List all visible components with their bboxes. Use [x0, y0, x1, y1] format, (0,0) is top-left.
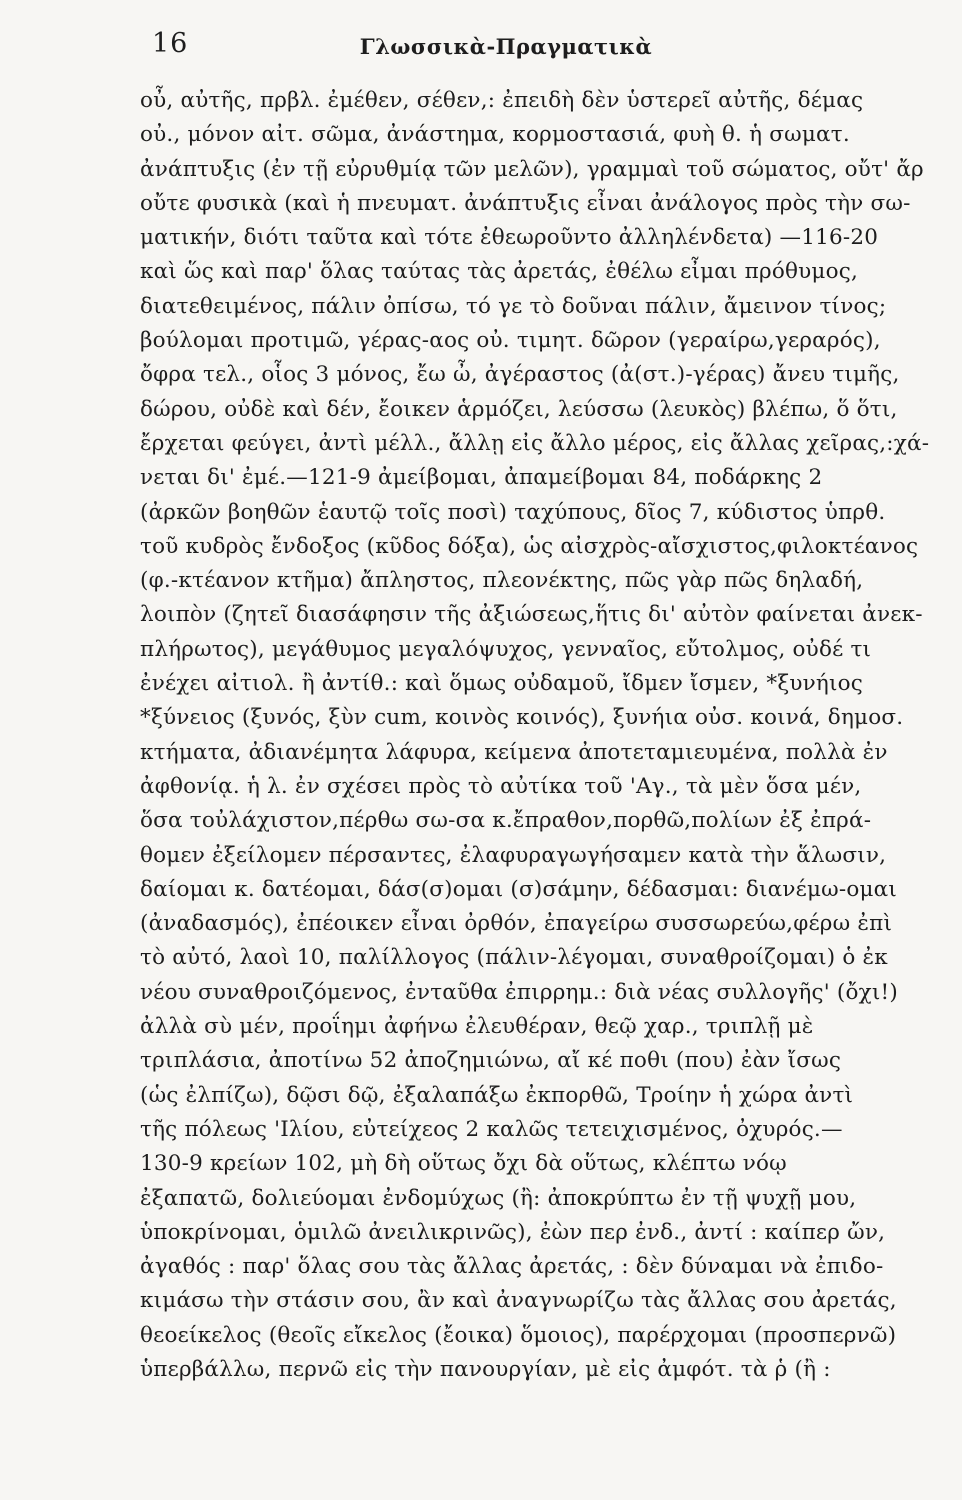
- text-line: τῆς πόλεως 'Ιλίου, εὐτείχεος 2 καλῶς τετειχισμένος, ὀχυρός.—: [140, 1116, 843, 1142]
- text-line: δαίομαι κ. δατέομαι, δάσ(σ)ομαι (σ)σάμην, δέδασμαι: διανέμω-ομαι: [140, 876, 898, 902]
- text-line: ματικήν, διότι ταῦτα καὶ τότε ἐθεωροῦντο ἀλληλένδετα) —116-20: [140, 225, 879, 251]
- text-line: ὑποκρίνομαι, ὁμιλῶ ἀνειλικρινῶς), ἐὼν περ ἐνδ., ἀντί : καίπερ ὤν,: [140, 1219, 886, 1245]
- text-line: τοῦ κυδρὸς ἔνδοξος (κῦδος δόξα), ὡς αἰσχρὸς-αἴσχιστος,φιλοκτέανος: [140, 533, 919, 559]
- text-line: δώρου, οὐδὲ καὶ δέν, ἔοικεν ἁρμόζει, λεύσσω (λευκὸς) βλέπω, ὅ ὅτι,: [140, 396, 898, 422]
- text-line: ἐξαπατῶ, δολιεύομαι ἐνδομύχως (ἢ: ἀποκρύπτω ἐν τῇ ψυχῇ μου,: [140, 1185, 857, 1211]
- text-line: κτήματα, ἀδιανέμητα λάφυρα, κείμενα ἀποτεταμιευμένα, πολλὰ ἐν: [140, 739, 888, 765]
- text-line: πλήρωτος), μεγάθυμος μεγαλόψυχος, γενναῖος, εὔτολμος, οὐδέ τι: [140, 636, 872, 662]
- text-line: καὶ ὥς καὶ παρ' ὅλας ταύτας τὰς ἀρετάς, ἐθέλω εἶμαι πρόθυμος,: [140, 259, 858, 285]
- text-line: ἀνάπτυξις (ἐν τῇ εὐρυθμίᾳ τῶν μελῶν), γραμμαὶ τοῦ σώματος, οὔτ' ἄρ: [140, 156, 924, 182]
- text-line: *ξύνειος (ξυνός, ξὺν cum, κοινὸς κοινός), ξυνήια οὐσ. κοινά, δημοσ.: [140, 705, 904, 731]
- page-number: 16: [152, 28, 189, 59]
- text-line: θεοείκελος (θεοῖς εἴκελος (ἔοικα) ὅμοιος), παρέρχομαι (προσπερνῶ): [140, 1322, 897, 1348]
- text-line: ὅσα τοὐλάχιστον,πέρθω σω-σα κ.ἔπραθον,πορθῶ,πολίων ἐξ ἐπρά-: [140, 808, 872, 834]
- running-title: Γλωσσικὰ-Πραγματικὰ: [359, 34, 653, 59]
- text-line: ὑπερβάλλω, περνῶ εἰς τὴν πανουργίαν, μὲ εἰς ἀμφότ. τὰ ῥ (ἢ :: [140, 1356, 831, 1382]
- text-line: ὄφρα τελ., οἷος 3 μόνος, ἔω ὦ, ἀγέραστος (ἀ(στ.)-γέρας) ἄνευ τιμῆς,: [140, 362, 900, 388]
- text-line: οὖ, αὐτῆς, πρβλ. ἐμέθεν, σέθεν,: ἐπειδὴ δὲν ὑστερεῖ αὐτῆς, δέμας: [140, 88, 864, 113]
- text-line: νέου συναθροιζόμενος, ἐνταῦθα ἐπιρρημ.: διὰ νέας συλλογῆς' (ὄχι!): [140, 979, 898, 1005]
- text-line: βούλομαι προτιμῶ, γέρας-αος οὐ. τιμητ. δῶρον (γεραίρω,γεραρός),: [140, 328, 881, 354]
- text-line: 130-9 κρείων 102, μὴ δὴ οὕτως ὄχι δὰ οὕτως, κλέπτω νόῳ: [140, 1151, 787, 1177]
- text-line: (φ.-κτέανον κτῆμα) ἄπληστος, πλεονέκτης, πῶς γὰρ πῶς δηλαδή,: [140, 568, 864, 594]
- text-line: τὸ αὐτό, λαοὶ 10, παλίλλογος (πάλιν-λέγομαι, συναθροίζομαι) ὁ ἐκ: [140, 945, 888, 971]
- text-line: (ἀρκῶν βοηθῶν ἑαυτῷ τοῖς ποσὶ) ταχύπους, δῖος 7, κύδιστος ὑπρθ.: [140, 499, 886, 525]
- text-line: λοιπὸν (ζητεῖ διασάφησιν τῆς ἀξιώσεως,ἥτις δι' αὐτὸν φαίνεται ἀνεκ-: [140, 602, 923, 628]
- text-line: ἔρχεται φεύγει, ἀντὶ μέλλ., ἄλλῃ εἰς ἄλλο μέρος, εἰς ἄλλας χεῖρας,:χά-: [140, 430, 930, 456]
- text-line: διατεθειμένος, πάλιν ὀπίσω, τό γε τὸ δοῦναι πάλιν, ἄμεινον τίνος;: [140, 293, 887, 319]
- text-line: θομεν ἐξείλομεν πέρσαντες, ἐλαφυραγωγήσαμεν κατὰ τὴν ἅλωσιν,: [140, 842, 887, 868]
- text-line: οὐ., μόνον αἰτ. σῶμα, ἀνάστημα, κορμοστασιά, φυὴ θ. ἡ σωματ.: [140, 122, 850, 148]
- text-line: κιμάσω τὴν στάσιν σου, ἂν καὶ ἀναγνωρίζω τὰς ἄλλας σου ἀρετάς,: [140, 1288, 897, 1314]
- text-line: ἀφθονίᾳ. ἡ λ. ἐν σχέσει πρὸς τὸ αὐτίκα τοῦ 'Αγ., τὰ μὲν ὅσα μέν,: [140, 773, 862, 799]
- text-line: (ἀναδασμός), ἐπέοικεν εἶναι ὀρθόν, ἐπαγείρω συσσωρεύω,φέρω ἐπὶ: [140, 911, 893, 937]
- commentary-text: [140, 84, 962, 1387]
- text-line: οὔτε φυσικὰ (καὶ ἡ πνευματ. ἀνάπτυξις εἶναι ἀνάλογος πρὸς τὴν σω-: [140, 190, 911, 216]
- text-line: τριπλάσια, ἀποτίνω 52 ἀποζημιώνω, αἴ κέ ποθι (που) ἐὰν ἴσως: [140, 1048, 842, 1074]
- text-line: (ὡς ἐλπίζω), δῷσι δῷ, ἐξαλαπάξω ἐκπορθῶ, Τροίην ἡ χώρα ἀντὶ: [140, 1082, 854, 1108]
- text-line: ἐνέχει αἰτιολ. ἢ ἀντίθ.: καὶ ὅμως οὐδαμοῦ, ἴδμεν ἴσμεν, *ξυνήιος: [140, 671, 864, 697]
- text-line: ἀγαθός : παρ' ὅλας σου τὰς ἄλλας ἀρετάς, : δὲν δύναμαι νὰ ἐπιδο-: [140, 1254, 884, 1280]
- text-line: ἀλλὰ σὺ μέν, προΐημι ἀφήνω ἐλευθέραν, θεῷ χαρ., τριπλῇ μὲ: [140, 1014, 814, 1040]
- text-line: νεται δι' ἐμέ.—121-9 ἀμείβομαι, ἀπαμείβομαι 84, ποδάρκης 2: [140, 465, 823, 491]
